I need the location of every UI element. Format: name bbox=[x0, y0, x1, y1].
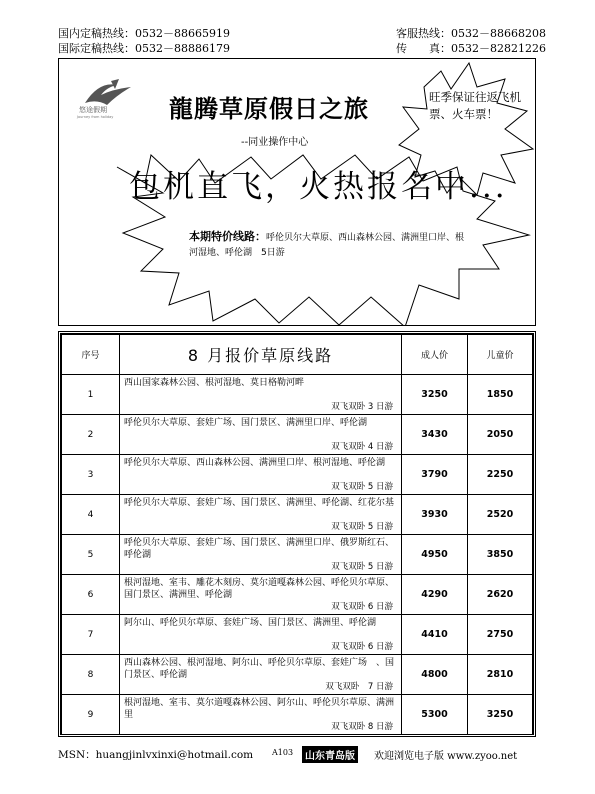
route-places: 根河湿地、室韦、雕花木刻房、莫尔道嘎森林公园、呼伦贝尔草原、国门景区、满洲里、呼伦湖 bbox=[124, 578, 395, 600]
route-places: 西山国家森林公园、根河湿地、莫日格勒河畔 bbox=[124, 378, 305, 388]
fax-number: 传 真：0532－82821226 bbox=[396, 42, 546, 55]
route-cell bbox=[120, 575, 402, 615]
adult-price: 4290 bbox=[402, 575, 468, 615]
table-row bbox=[62, 535, 533, 575]
route-duration: 双飞双卧 6 日游 bbox=[331, 642, 393, 652]
child-price: 2050 bbox=[468, 415, 533, 455]
logo-subtext: Journey from holiday bbox=[77, 115, 114, 119]
child-price: 1850 bbox=[468, 375, 533, 415]
col-header-child: 儿童价 bbox=[468, 335, 533, 375]
table-row bbox=[62, 495, 533, 535]
route-places: 呼伦贝尔大草原、套娃广场、国门景区、满洲里口岸、呼伦湖 bbox=[124, 418, 368, 428]
route-duration: 双飞双卧 3 日游 bbox=[331, 402, 393, 412]
table-row bbox=[62, 575, 533, 615]
child-price: 2250 bbox=[468, 455, 533, 495]
route-places: 阿尔山、呼伦贝尔草原、套娃广场、国门景区、满洲里、呼伦湖 bbox=[124, 618, 377, 628]
price-table-frame bbox=[58, 331, 536, 737]
adult-price: 4800 bbox=[402, 655, 468, 695]
route-places: 呼伦贝尔大草原、西山森林公园、满洲里口岸、根河湿地、呼伦湖 bbox=[124, 458, 386, 468]
adult-price: 3790 bbox=[402, 455, 468, 495]
child-price: 2620 bbox=[468, 575, 533, 615]
child-price: 2520 bbox=[468, 495, 533, 535]
route-places: 根河湿地、室韦、莫尔道嘎森林公园、阿尔山、呼伦贝尔草原、满洲里 bbox=[124, 698, 395, 720]
promo-subtitle: --同业操作中心 bbox=[241, 137, 309, 148]
route-cell bbox=[120, 655, 402, 695]
row-no: 8 bbox=[62, 655, 120, 695]
promo-title: 龍腾草原假日之旅 bbox=[169, 94, 369, 123]
adult-price: 3250 bbox=[402, 375, 468, 415]
row-no: 4 bbox=[62, 495, 120, 535]
adult-price: 4410 bbox=[402, 615, 468, 655]
row-no: 9 bbox=[62, 695, 120, 735]
row-no: 2 bbox=[62, 415, 120, 455]
table-row bbox=[62, 615, 533, 655]
col-header-no: 序号 bbox=[62, 335, 120, 375]
promo-headline: 包机直飞，火热报名中... bbox=[129, 169, 508, 205]
hotlines-left bbox=[58, 26, 230, 56]
domestic-hotline: 国内定稿热线：0532－88665919 bbox=[58, 27, 230, 40]
row-no: 7 bbox=[62, 615, 120, 655]
route-duration: 双飞双卧 8 日游 bbox=[331, 722, 393, 732]
special-route-detail: 呼伦贝尔大草原、西山森林公园、满洲里口岸、根河湿地、呼伦湖 5日游 bbox=[189, 233, 465, 258]
route-places: 呼伦贝尔大草原、套娃广场、国门景区、满洲里口岸、俄罗斯红石、呼伦湖 bbox=[124, 538, 395, 560]
route-cell bbox=[120, 495, 402, 535]
adult-price: 4950 bbox=[402, 535, 468, 575]
star-guarantee-text: 旺季保证往返飞机票、火车票！ bbox=[429, 90, 521, 121]
special-route-text bbox=[189, 229, 465, 261]
website-slogan[interactable]: 欢迎浏览电子版 www.zyoo.net bbox=[374, 751, 518, 762]
edition-badge: 山东青岛版 bbox=[302, 746, 358, 763]
route-cell bbox=[120, 535, 402, 575]
route-duration: 双飞双卧 6 日游 bbox=[331, 602, 393, 612]
table-row bbox=[62, 375, 533, 415]
table-row bbox=[62, 455, 533, 495]
child-price: 3250 bbox=[468, 695, 533, 735]
table-row bbox=[62, 695, 533, 735]
international-hotline: 国际定稿热线：0532－88886179 bbox=[58, 42, 230, 55]
route-duration: 双飞双卧 4 日游 bbox=[331, 442, 393, 452]
logo-text: 悠途假期 bbox=[79, 106, 107, 114]
msn-contact: MSN：huangjinlvxinxi@hotmail.com bbox=[58, 749, 254, 761]
route-cell bbox=[120, 455, 402, 495]
table-row bbox=[62, 655, 533, 695]
route-places: 西山森林公园、根河湿地、阿尔山、呼伦贝尔草原、套娃广场 、国门景区、呼伦湖 bbox=[124, 658, 395, 680]
adult-price: 5300 bbox=[402, 695, 468, 735]
route-cell bbox=[120, 695, 402, 735]
child-price: 3850 bbox=[468, 535, 533, 575]
adult-price: 3930 bbox=[402, 495, 468, 535]
hotlines-right bbox=[396, 26, 546, 56]
route-cell bbox=[120, 375, 402, 415]
table-row bbox=[62, 415, 533, 455]
price-table bbox=[61, 334, 533, 735]
route-duration: 双飞双卧 5 日游 bbox=[331, 522, 393, 532]
table-header-row bbox=[62, 335, 533, 375]
page-number: A103 bbox=[272, 748, 294, 757]
promo-banner bbox=[58, 58, 536, 326]
adult-price: 3430 bbox=[402, 415, 468, 455]
col-header-adult: 成人价 bbox=[402, 335, 468, 375]
row-no: 5 bbox=[62, 535, 120, 575]
child-price: 2750 bbox=[468, 615, 533, 655]
row-no: 6 bbox=[62, 575, 120, 615]
special-route-label: 本期特价线路： bbox=[189, 230, 266, 243]
child-price: 2810 bbox=[468, 655, 533, 695]
route-duration: 双飞双卧 5 日游 bbox=[331, 562, 393, 572]
table-title: 8 月报价草原线路 bbox=[120, 335, 402, 375]
row-no: 3 bbox=[62, 455, 120, 495]
service-hotline: 客服热线：0532－88668208 bbox=[396, 27, 546, 40]
row-no: 1 bbox=[62, 375, 120, 415]
route-cell bbox=[120, 615, 402, 655]
route-duration: 双飞双卧 7 日游 bbox=[325, 682, 393, 692]
route-cell bbox=[120, 415, 402, 455]
route-duration: 双飞双卧 5 日游 bbox=[331, 482, 393, 492]
route-places: 呼伦贝尔大草原、套娃广场、国门景区、满洲里、呼伦湖、红花尔基 bbox=[124, 498, 395, 508]
